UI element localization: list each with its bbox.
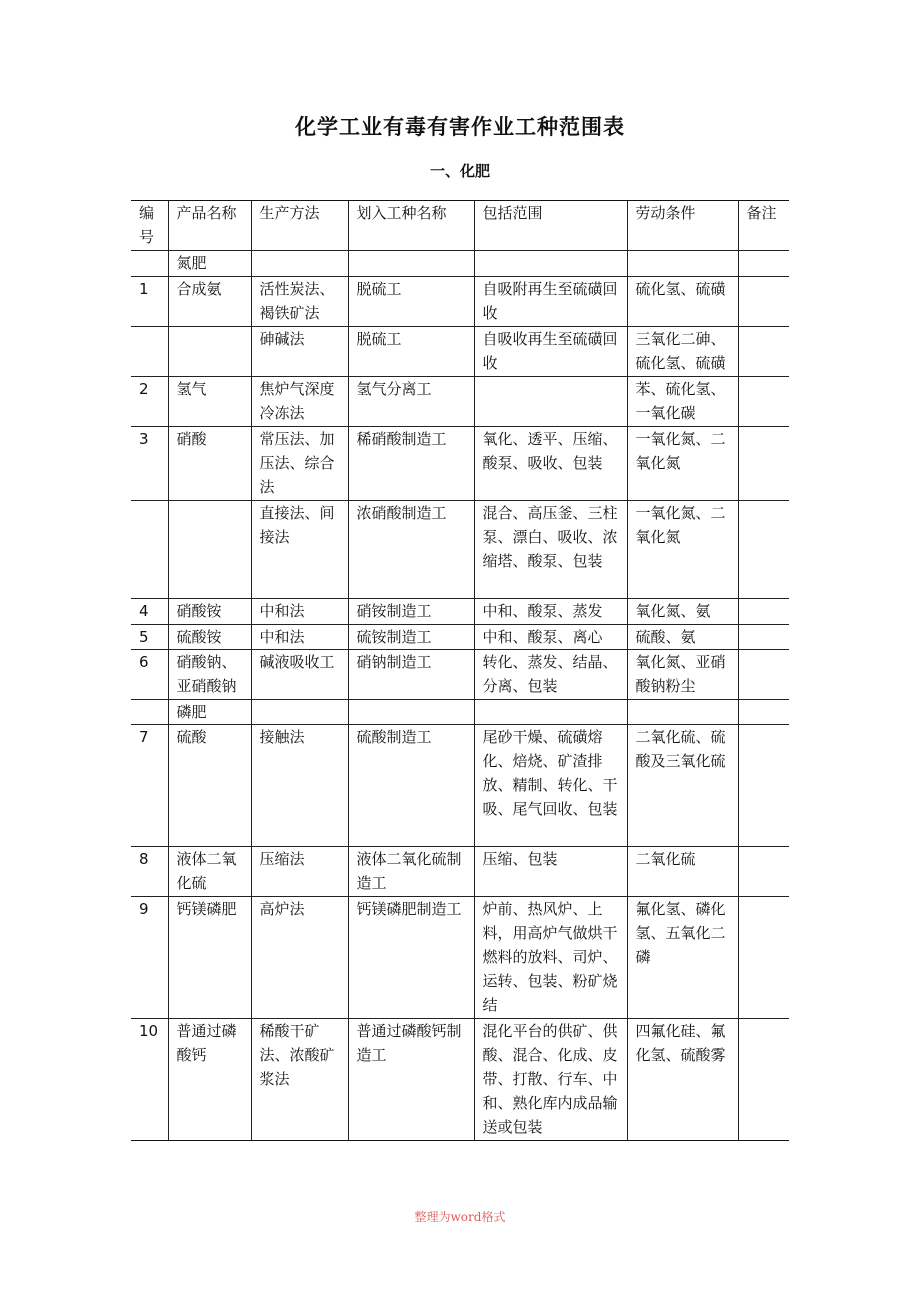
document-title: 化学工业有毒有害作业工种范围表 (295, 115, 625, 139)
cell-product (168, 501, 251, 599)
cell-note (738, 700, 789, 725)
cell-scope: 自吸附再生至硫磺回收 (474, 277, 627, 327)
cell-condition: 二氧化硫、硫酸及三氧化硫 (627, 725, 738, 847)
header-scope: 包括范围 (474, 201, 627, 251)
cell-scope: 压缩、包装 (474, 847, 627, 897)
cell-product: 硝酸铵 (168, 599, 251, 625)
cell-note (738, 847, 789, 897)
cell-note (738, 377, 789, 427)
cell-product: 硝酸钠、亚硝酸钠 (168, 650, 251, 700)
cell-product (168, 327, 251, 377)
cell-note (738, 650, 789, 700)
cell-job (348, 251, 474, 277)
cell-no (131, 501, 168, 599)
cell-product: 钙镁磷肥 (168, 897, 251, 1019)
cell-scope: 尾砂干燥、硫磺熔化、焙烧、矿渣排放、精制、转化、干吸、尾气回收、包装 (474, 725, 627, 847)
table-row (131, 725, 789, 847)
cell-scope (474, 700, 627, 725)
cell-job: 硫铵制造工 (348, 625, 474, 650)
table-row (131, 327, 789, 377)
cell-method: 直接法、间接法 (251, 501, 348, 599)
header-note: 备注 (738, 201, 789, 251)
cell-condition (627, 700, 738, 725)
cell-note (738, 501, 789, 599)
cell-condition: 四氟化硅、氟化氢、硫酸雾 (627, 1019, 738, 1141)
cell-scope: 氧化、透平、压缩、酸泵、吸收、包装 (474, 427, 627, 501)
cell-no: 8 (131, 847, 168, 897)
cell-no (131, 327, 168, 377)
cell-note (738, 897, 789, 1019)
cell-scope (474, 377, 627, 427)
cell-scope (474, 251, 627, 277)
cell-condition: 三氧化二砷、硫化氢、硫磺 (627, 327, 738, 377)
cell-no: 10 (131, 1019, 168, 1141)
table-row (131, 599, 789, 625)
cell-condition: 一氧化氮、二氧化氮 (627, 427, 738, 501)
cell-note (738, 725, 789, 847)
cell-product: 硝酸 (168, 427, 251, 501)
cell-method: 中和法 (251, 625, 348, 650)
hazard-job-table (131, 200, 789, 1141)
cell-note (738, 625, 789, 650)
table-row (131, 897, 789, 1019)
cell-job: 钙镁磷肥制造工 (348, 897, 474, 1019)
cell-scope: 中和、酸泵、蒸发 (474, 599, 627, 625)
cell-job: 普通过磷酸钙制造工 (348, 1019, 474, 1141)
footer-note: 整理为word格式 (414, 1210, 506, 1224)
cell-no: 2 (131, 377, 168, 427)
table-row (131, 427, 789, 501)
cell-job: 脱硫工 (348, 327, 474, 377)
cell-condition: 硫化氢、硫磺 (627, 277, 738, 327)
cell-product: 普通过磷酸钙 (168, 1019, 251, 1141)
header-method: 生产方法 (251, 201, 348, 251)
cell-condition: 氧化氮、亚硝酸钠粉尘 (627, 650, 738, 700)
cell-note (738, 277, 789, 327)
cell-no: 7 (131, 725, 168, 847)
table-row (131, 377, 789, 427)
table-row (131, 277, 789, 327)
cell-condition: 一氧化氮、二氧化氮 (627, 501, 738, 599)
cell-method: 常压法、加压法、综合法 (251, 427, 348, 501)
table-row (131, 650, 789, 700)
cell-product: 硫酸 (168, 725, 251, 847)
cell-note (738, 427, 789, 501)
cell-note (738, 327, 789, 377)
cell-condition: 硫酸、氨 (627, 625, 738, 650)
cell-no: 3 (131, 427, 168, 501)
cell-method: 碱液吸收工 (251, 650, 348, 700)
cell-no: 9 (131, 897, 168, 1019)
cell-no: 6 (131, 650, 168, 700)
cell-method (251, 251, 348, 277)
cell-condition: 苯、硫化氢、一氧化碳 (627, 377, 738, 427)
cell-scope: 混化平台的供矿、供酸、混合、化成、皮带、打散、行车、中和、熟化库内成品输送或包装 (474, 1019, 627, 1141)
cell-no (131, 251, 168, 277)
cell-condition: 氧化氮、氨 (627, 599, 738, 625)
cell-job (348, 700, 474, 725)
header-job: 划入工种名称 (348, 201, 474, 251)
cell-condition (627, 251, 738, 277)
cell-job: 稀硝酸制造工 (348, 427, 474, 501)
cell-method: 砷碱法 (251, 327, 348, 377)
table-row (131, 847, 789, 897)
cell-job: 脱硫工 (348, 277, 474, 327)
cell-product: 硫酸铵 (168, 625, 251, 650)
table-header-row (131, 201, 789, 251)
cell-note (738, 599, 789, 625)
table-row (131, 700, 789, 725)
cell-job: 液体二氧化硫制造工 (348, 847, 474, 897)
cell-condition: 二氧化硫 (627, 847, 738, 897)
table-row (131, 1019, 789, 1141)
cell-method: 接触法 (251, 725, 348, 847)
cell-method: 稀酸干矿法、浓酸矿浆法 (251, 1019, 348, 1141)
cell-no: 1 (131, 277, 168, 327)
cell-method: 高炉法 (251, 897, 348, 1019)
cell-job: 硫酸制造工 (348, 725, 474, 847)
header-product: 产品名称 (168, 201, 251, 251)
cell-scope: 自吸收再生至硫磺回收 (474, 327, 627, 377)
cell-product: 氢气 (168, 377, 251, 427)
cell-product: 氮肥 (168, 251, 251, 277)
cell-product: 液体二氧化硫 (168, 847, 251, 897)
cell-scope: 转化、蒸发、结晶、分离、包装 (474, 650, 627, 700)
cell-no (131, 700, 168, 725)
cell-method: 压缩法 (251, 847, 348, 897)
section-heading: 一、化肥 (429, 162, 490, 180)
cell-scope: 中和、酸泵、离心 (474, 625, 627, 650)
cell-job: 浓硝酸制造工 (348, 501, 474, 599)
cell-job: 硝钠制造工 (348, 650, 474, 700)
header-condition: 劳动条件 (627, 201, 738, 251)
table-row (131, 501, 789, 599)
cell-job: 硝铵制造工 (348, 599, 474, 625)
cell-condition: 氟化氢、磷化氢、五氧化二磷 (627, 897, 738, 1019)
cell-no: 4 (131, 599, 168, 625)
cell-method: 活性炭法、褐铁矿法 (251, 277, 348, 327)
cell-method: 焦炉气深度冷冻法 (251, 377, 348, 427)
cell-job: 氢气分离工 (348, 377, 474, 427)
header-no: 编号 (131, 201, 168, 251)
table-row (131, 625, 789, 650)
cell-scope: 混合、高压釜、三柱泵、漂白、吸收、浓缩塔、酸泵、包装 (474, 501, 627, 599)
cell-product: 磷肥 (168, 700, 251, 725)
table-row (131, 251, 789, 277)
cell-no: 5 (131, 625, 168, 650)
cell-method: 中和法 (251, 599, 348, 625)
cell-scope: 炉前、热风炉、上料，用高炉气做烘干燃料的放料、司炉、运转、包装、粉矿烧结 (474, 897, 627, 1019)
cell-note (738, 251, 789, 277)
cell-method (251, 700, 348, 725)
cell-product: 合成氨 (168, 277, 251, 327)
cell-note (738, 1019, 789, 1141)
